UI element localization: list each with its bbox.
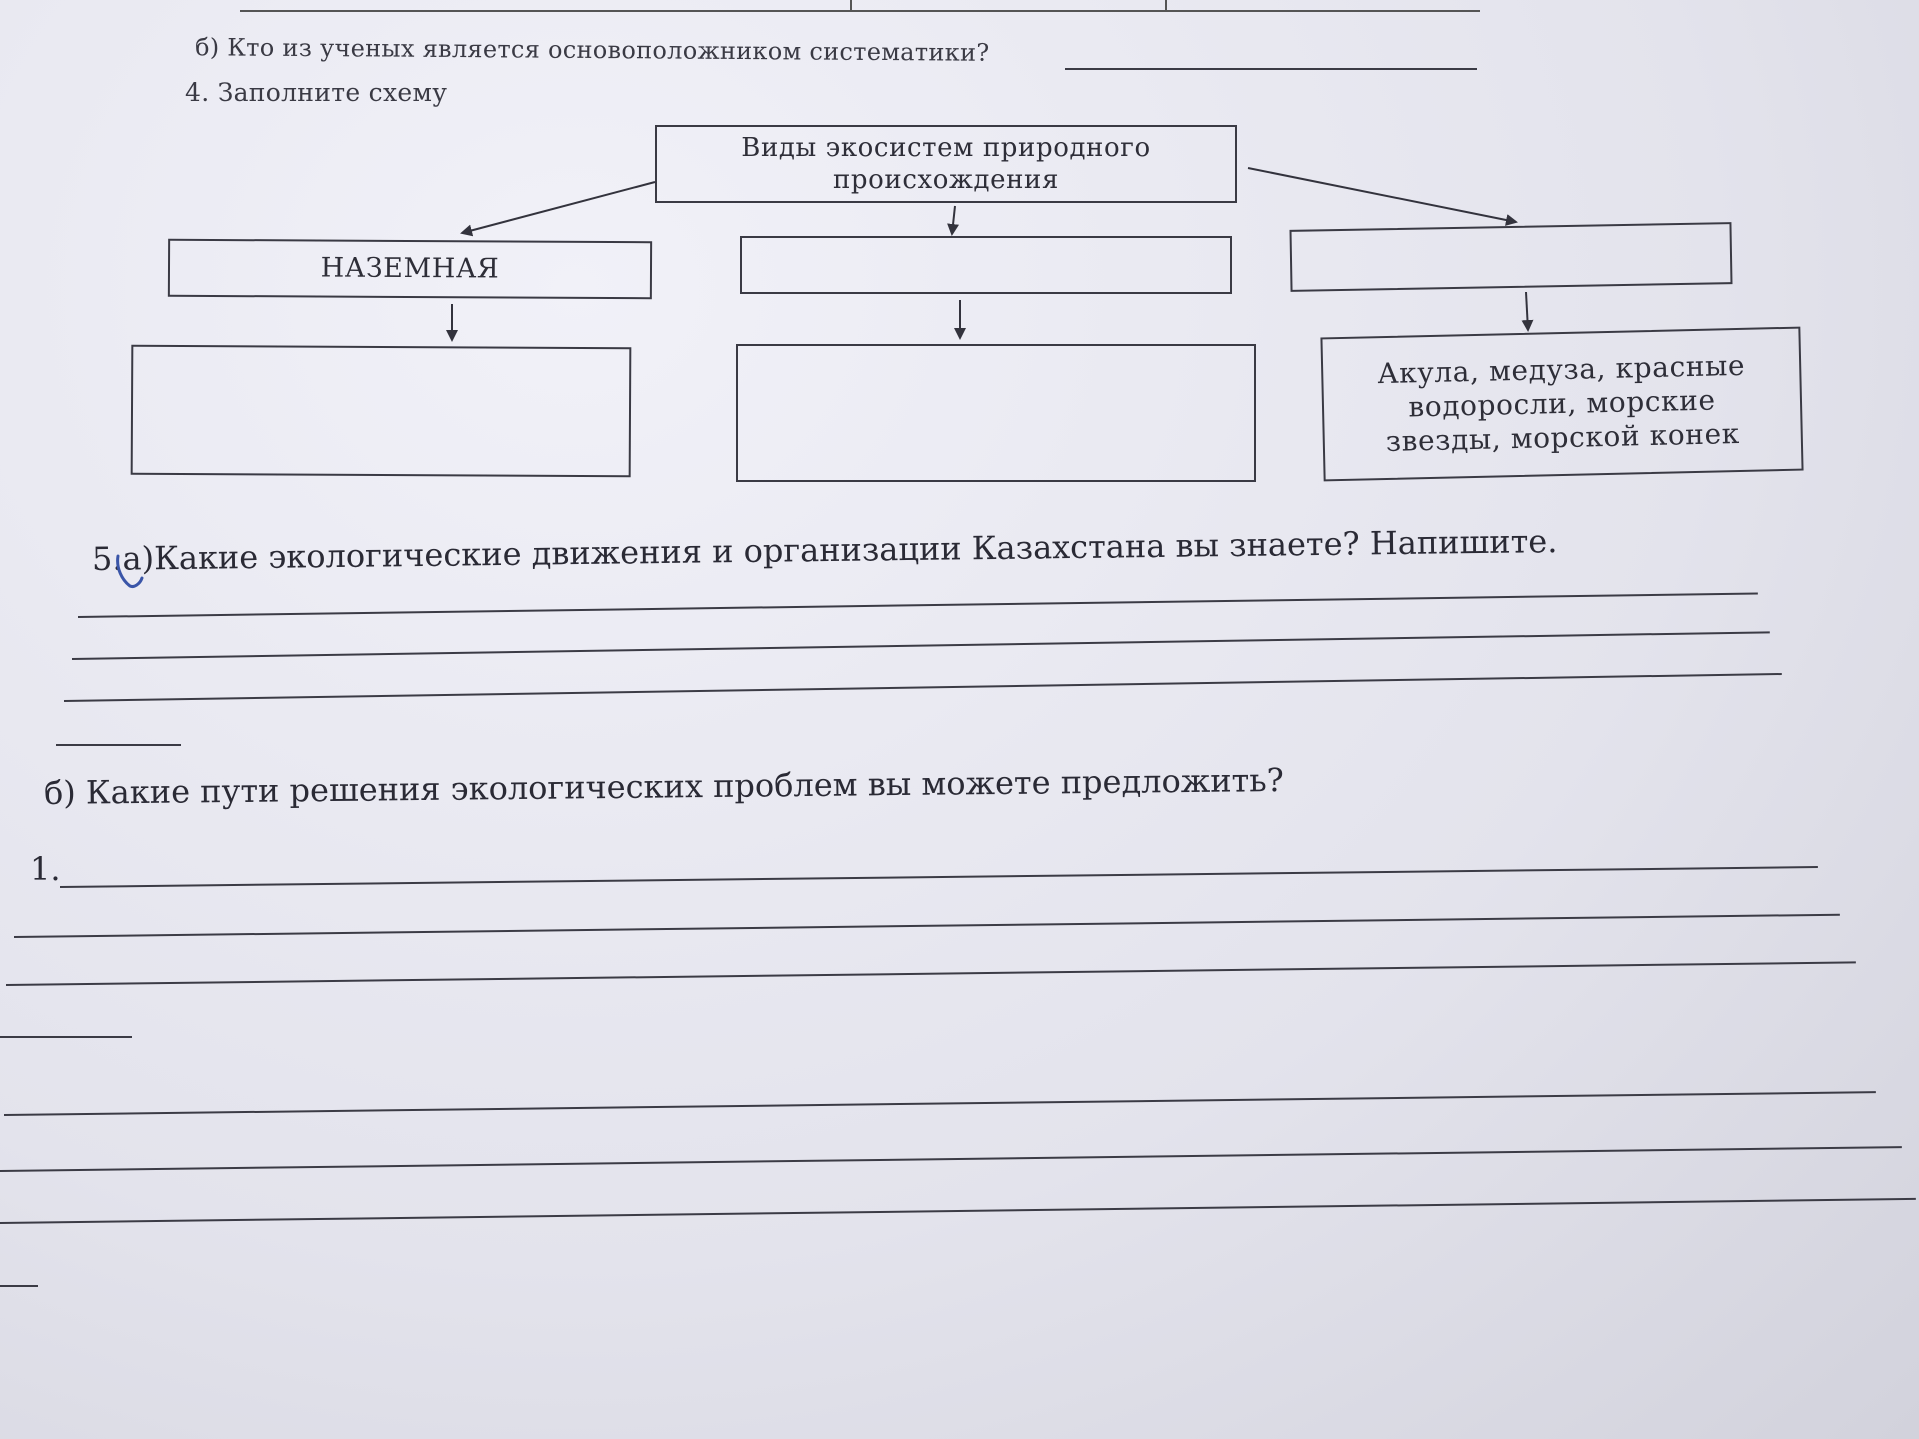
scheme-level2-box-2[interactable] <box>736 344 1256 482</box>
arrow-to-level1-1 <box>462 182 655 233</box>
scheme-root-label: Виды экосистем природного происхождения <box>741 132 1151 195</box>
arrow-to-level1-2 <box>952 206 955 234</box>
answer-line-5b[interactable] <box>0 1198 1916 1224</box>
question-5b: б) Какие пути решения экологических проблем вы можете предложить? <box>43 761 1285 812</box>
table-divider <box>1165 0 1167 10</box>
scheme-level2-label: Акула, медуза, красные водоросли, морские звезды, морской конек <box>1376 348 1746 459</box>
table-bottom-edge <box>240 0 1480 12</box>
answer-line-5b[interactable] <box>60 866 1818 888</box>
answer-line-5b[interactable] <box>6 961 1856 986</box>
answer-line-5b[interactable] <box>14 914 1840 938</box>
answer-line-5a[interactable] <box>56 744 181 746</box>
arrow-to-level1-3 <box>1248 168 1516 222</box>
scheme-level1-box-3[interactable] <box>1289 222 1732 292</box>
scheme-level2-box-3[interactable] <box>1320 327 1803 482</box>
table-divider <box>850 0 852 10</box>
answer-line-3b[interactable] <box>1065 68 1477 70</box>
answer-line-5b[interactable] <box>0 1146 1902 1172</box>
answer-line-5a[interactable] <box>78 593 1758 618</box>
task-4-title: 4. Заполните схему <box>185 78 448 107</box>
scheme-level2-box-1[interactable] <box>131 345 632 478</box>
scheme-level1-box-2[interactable] <box>740 236 1232 294</box>
scheme-root-box <box>655 125 1237 203</box>
answer-line-5a[interactable] <box>72 631 1770 660</box>
answer-line-5b[interactable] <box>4 1091 1876 1116</box>
pen-check-mark <box>112 548 152 592</box>
scheme-level1-box-1[interactable] <box>168 239 652 300</box>
scheme-level1-label: НАЗЕМНАЯ <box>320 252 500 285</box>
answer-1-label: 1. <box>30 850 61 888</box>
answer-line-5a[interactable] <box>64 673 1782 702</box>
question-5a: 5.а)Какие экологические движения и организации Казахстана вы знаете? Напишите. <box>91 522 1558 578</box>
question-3b: б) Кто из ученых является основоположником систематики? <box>194 33 990 67</box>
answer-line-5b[interactable] <box>0 1036 132 1038</box>
answer-line-5b[interactable] <box>0 1285 38 1287</box>
arrow-to-level2-3 <box>1526 292 1528 330</box>
